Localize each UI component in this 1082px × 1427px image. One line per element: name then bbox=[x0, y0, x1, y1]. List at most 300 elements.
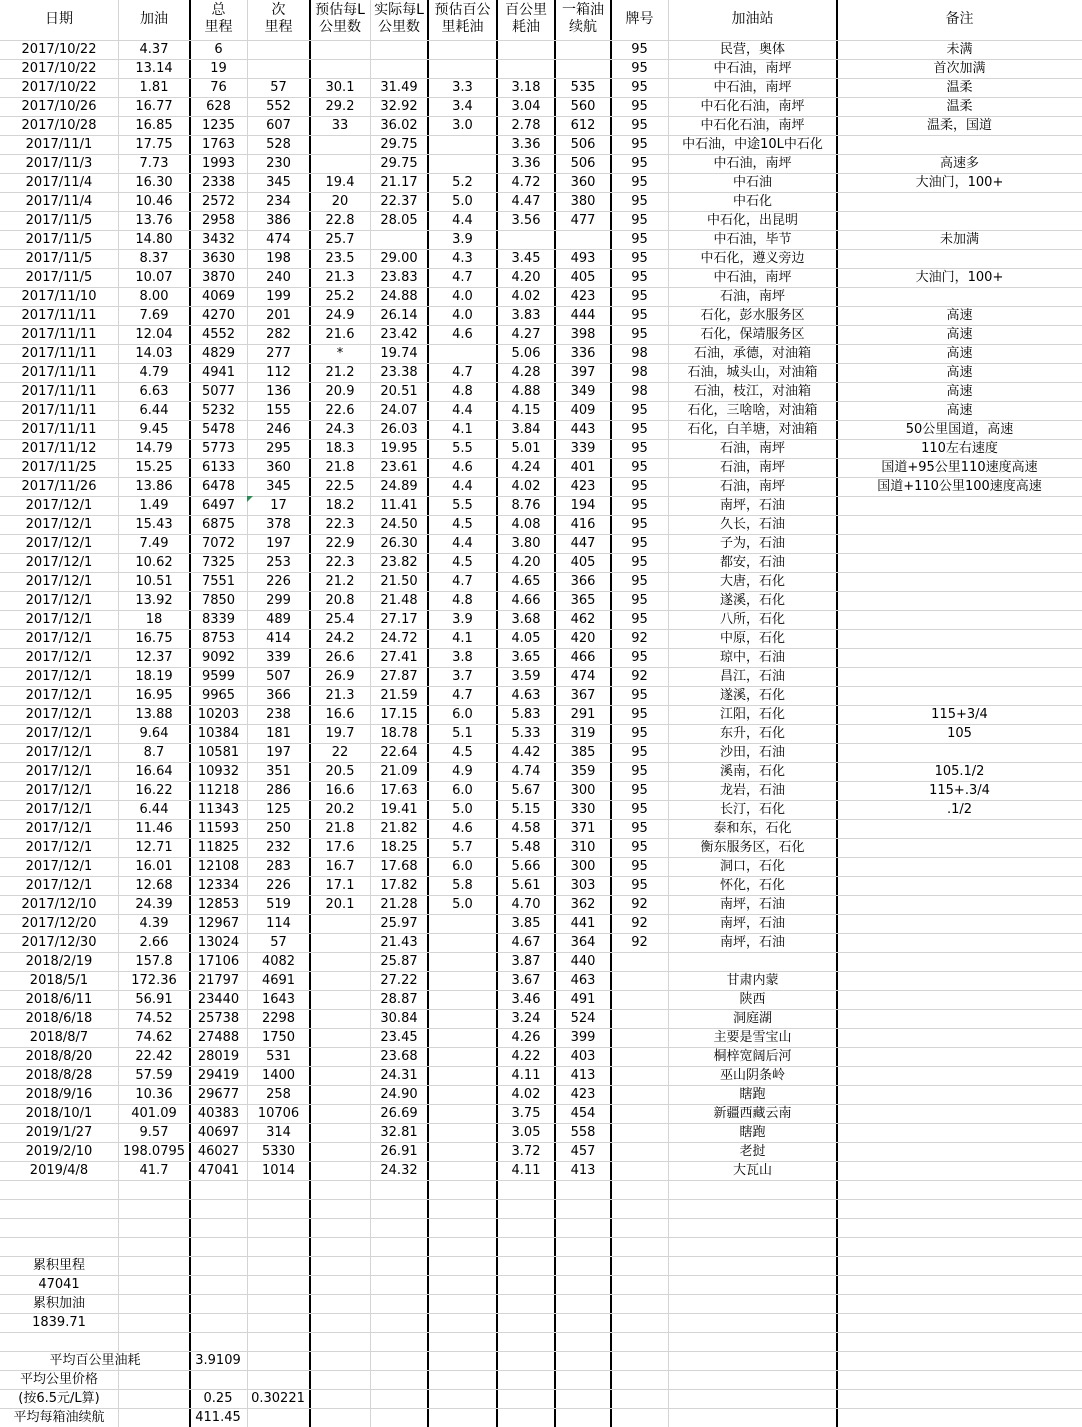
cell-trip-distance[interactable]: 366 bbox=[266, 688, 291, 703]
cell-l-per-100km[interactable]: 5.61 bbox=[511, 878, 541, 893]
cell-date[interactable]: 2017/12/1 bbox=[25, 821, 93, 836]
cell-fuel[interactable]: 1.49 bbox=[139, 498, 169, 513]
cell-fuel[interactable]: 10.07 bbox=[135, 270, 173, 285]
cell-l-per-100km[interactable]: 4.58 bbox=[511, 821, 541, 836]
cell-date[interactable]: 2018/5/1 bbox=[29, 973, 89, 988]
cell-notes[interactable] bbox=[837, 496, 1082, 515]
cell-trip-distance[interactable]: 253 bbox=[266, 555, 291, 570]
cell-tank-range[interactable]: 310 bbox=[570, 840, 596, 855]
cell-tank-range[interactable]: 371 bbox=[570, 821, 596, 836]
cell-trip-distance[interactable]: 1014 bbox=[261, 1163, 296, 1178]
cell-l-per-100km[interactable]: 5.33 bbox=[511, 726, 541, 741]
cell-date[interactable]: 2017/12/1 bbox=[25, 745, 93, 760]
cell-notes[interactable] bbox=[837, 591, 1082, 610]
cell-l-per-100km[interactable]: 4.11 bbox=[511, 1163, 541, 1178]
cell-l-per-100km[interactable]: 3.80 bbox=[511, 536, 541, 551]
cell-est-km-per-l[interactable] bbox=[310, 971, 370, 990]
cell-tank-range[interactable]: 303 bbox=[570, 878, 596, 893]
cell-total-distance[interactable]: 6133 bbox=[201, 460, 236, 475]
cell-station[interactable]: 老挝 bbox=[739, 1144, 766, 1159]
cell-fuel[interactable]: 6.44 bbox=[139, 403, 169, 418]
cell-fuel-grade[interactable]: 95 bbox=[631, 688, 648, 703]
cell-trip-distance[interactable]: 314 bbox=[266, 1125, 291, 1140]
cell-fuel-grade[interactable] bbox=[611, 1047, 668, 1066]
cell-trip-distance[interactable]: 519 bbox=[266, 897, 291, 912]
avg-price-value[interactable]: 0.25 bbox=[203, 1391, 233, 1406]
cell-actual-km-per-l[interactable]: 21.82 bbox=[380, 821, 418, 836]
cell-total-distance[interactable]: 10581 bbox=[197, 745, 240, 760]
cell-tank-range[interactable]: 443 bbox=[570, 422, 596, 437]
cell-trip-distance[interactable]: 345 bbox=[266, 175, 291, 190]
cell-fuel[interactable]: 1.81 bbox=[139, 80, 169, 95]
cell-date[interactable]: 2017/12/10 bbox=[21, 897, 97, 912]
cell-station[interactable]: 中石化，出昆明 bbox=[706, 213, 798, 228]
cell-station[interactable]: 东升，石化 bbox=[719, 726, 785, 741]
cell-fuel[interactable]: 13.88 bbox=[135, 707, 173, 722]
cell-tank-range[interactable]: 360 bbox=[570, 175, 596, 190]
cell-station[interactable]: 石油，枝江，对油箱 bbox=[693, 384, 811, 399]
cell-est-km-per-l[interactable]: 21.3 bbox=[325, 270, 355, 285]
cell-actual-km-per-l[interactable]: 27.17 bbox=[380, 612, 418, 627]
cell-fuel-grade[interactable]: 95 bbox=[631, 251, 648, 266]
cell-total-distance[interactable]: 11825 bbox=[197, 840, 240, 855]
cell-notes[interactable]: 105 bbox=[947, 726, 972, 741]
cell-tank-range[interactable]: 380 bbox=[570, 194, 596, 209]
cell-date[interactable]: 2017/10/22 bbox=[21, 42, 97, 57]
cell-fuel-grade[interactable]: 98 bbox=[631, 365, 648, 380]
cell-l-per-100km[interactable]: 4.20 bbox=[511, 270, 541, 285]
cell-notes[interactable] bbox=[837, 857, 1082, 876]
cell-date[interactable]: 2017/12/1 bbox=[25, 764, 93, 779]
cell-l-per-100km[interactable]: 3.87 bbox=[511, 954, 541, 969]
cell-date[interactable]: 2018/9/16 bbox=[25, 1087, 93, 1102]
cell-station[interactable]: 怀化，石化 bbox=[719, 878, 785, 893]
cell-trip-distance[interactable]: 4691 bbox=[261, 973, 296, 988]
cell-notes[interactable]: 温柔 bbox=[946, 99, 973, 114]
cell-total-distance[interactable]: 46027 bbox=[197, 1144, 240, 1159]
cell-est-km-per-l[interactable]: * bbox=[336, 346, 344, 361]
cell-notes[interactable]: 110左右速度 bbox=[921, 441, 998, 456]
cell-fuel-grade[interactable]: 95 bbox=[631, 536, 648, 551]
cell-est-l-per-100km[interactable] bbox=[428, 1142, 497, 1161]
cell-station[interactable]: 南坪，石油 bbox=[719, 498, 785, 513]
cell-station[interactable]: 南坪，石油 bbox=[719, 897, 785, 912]
cell-actual-km-per-l[interactable]: 21.59 bbox=[380, 688, 418, 703]
cell-total-distance[interactable]: 11343 bbox=[197, 802, 240, 817]
cell-est-l-per-100km[interactable]: 4.1 bbox=[452, 422, 473, 437]
cell-tank-range[interactable]: 506 bbox=[570, 137, 596, 152]
cell-station[interactable]: 中原，石化 bbox=[719, 631, 785, 646]
cell-est-km-per-l[interactable]: 21.3 bbox=[325, 688, 355, 703]
cell-est-l-per-100km[interactable]: 4.7 bbox=[452, 688, 473, 703]
cell-date[interactable]: 2018/8/20 bbox=[25, 1049, 93, 1064]
cell-tank-range[interactable]: 454 bbox=[570, 1106, 596, 1121]
cell-l-per-100km[interactable]: 4.02 bbox=[511, 289, 541, 304]
cell-tank-range[interactable]: 336 bbox=[570, 346, 596, 361]
header-l-per-100km[interactable] bbox=[497, 0, 555, 38]
cell-l-per-100km[interactable] bbox=[497, 40, 555, 59]
cell-trip-distance[interactable]: 531 bbox=[266, 1049, 291, 1064]
cell-notes[interactable] bbox=[837, 990, 1082, 1009]
cell-fuel[interactable]: 16.01 bbox=[135, 859, 173, 874]
cell-fuel[interactable]: 7.69 bbox=[139, 308, 169, 323]
cell-l-per-100km[interactable]: 4.63 bbox=[511, 688, 541, 703]
cell-trip-distance[interactable]: 112 bbox=[266, 365, 291, 380]
cell-fuel-grade[interactable]: 95 bbox=[631, 213, 648, 228]
cell-total-distance[interactable]: 29677 bbox=[197, 1087, 240, 1102]
cell-actual-km-per-l[interactable]: 21.48 bbox=[380, 593, 418, 608]
cell-est-km-per-l[interactable] bbox=[310, 154, 370, 173]
cell-l-per-100km[interactable]: 3.45 bbox=[511, 251, 541, 266]
cell-est-l-per-100km[interactable] bbox=[428, 952, 497, 971]
header-tank-range[interactable] bbox=[555, 0, 611, 38]
cell-date[interactable]: 2017/10/22 bbox=[21, 80, 97, 95]
cell-est-km-per-l[interactable] bbox=[310, 1009, 370, 1028]
cell-trip-distance[interactable]: 17 bbox=[270, 498, 287, 513]
cell-est-km-per-l[interactable]: 25.4 bbox=[325, 612, 355, 627]
cell-total-distance[interactable]: 11218 bbox=[197, 783, 240, 798]
cell-notes[interactable] bbox=[837, 952, 1082, 971]
cell-est-km-per-l[interactable]: 25.2 bbox=[325, 289, 355, 304]
cell-fuel[interactable]: 8.7 bbox=[143, 745, 165, 760]
cell-fuel-grade[interactable]: 95 bbox=[631, 783, 648, 798]
cell-est-l-per-100km[interactable] bbox=[428, 990, 497, 1009]
cell-fuel[interactable]: 16.64 bbox=[135, 764, 173, 779]
cell-fuel-grade[interactable]: 95 bbox=[631, 403, 648, 418]
cell-est-km-per-l[interactable] bbox=[310, 1047, 370, 1066]
cell-fuel[interactable]: 172.36 bbox=[131, 973, 177, 988]
cell-actual-km-per-l[interactable]: 23.83 bbox=[380, 270, 418, 285]
cell-est-km-per-l[interactable]: 16.6 bbox=[325, 707, 355, 722]
cell-actual-km-per-l[interactable]: 32.81 bbox=[380, 1125, 418, 1140]
cell-trip-distance[interactable]: 339 bbox=[266, 650, 291, 665]
cell-tank-range[interactable]: 405 bbox=[570, 555, 596, 570]
cell-trip-distance[interactable]: 414 bbox=[266, 631, 291, 646]
cell-station[interactable]: 主要是雪宝山 bbox=[713, 1030, 792, 1045]
cell-actual-km-per-l[interactable] bbox=[370, 40, 428, 59]
cell-est-l-per-100km[interactable]: 4.3 bbox=[452, 251, 473, 266]
cell-notes[interactable] bbox=[837, 610, 1082, 629]
cell-fuel-grade[interactable]: 92 bbox=[631, 631, 648, 646]
cell-notes[interactable] bbox=[837, 135, 1082, 154]
cell-date[interactable]: 2017/11/10 bbox=[21, 289, 97, 304]
cell-actual-km-per-l[interactable]: 24.32 bbox=[380, 1163, 418, 1178]
cell-trip-distance[interactable]: 4082 bbox=[261, 954, 296, 969]
cell-actual-km-per-l[interactable]: 21.09 bbox=[380, 764, 418, 779]
cell-actual-km-per-l[interactable]: 23.82 bbox=[380, 555, 418, 570]
cell-trip-distance[interactable]: 57 bbox=[270, 935, 287, 950]
cell-fuel[interactable]: 10.51 bbox=[135, 574, 173, 589]
cell-tank-range[interactable]: 409 bbox=[570, 403, 596, 418]
cell-date[interactable]: 2017/12/1 bbox=[25, 574, 93, 589]
cell-trip-distance[interactable]: 232 bbox=[266, 840, 291, 855]
cell-tank-range[interactable]: 444 bbox=[570, 308, 596, 323]
cell-l-per-100km[interactable]: 5.67 bbox=[511, 783, 541, 798]
cell-l-per-100km[interactable]: 8.76 bbox=[511, 498, 541, 513]
cell-fuel-grade[interactable]: 95 bbox=[631, 156, 648, 171]
cell-fuel-grade[interactable] bbox=[611, 1066, 668, 1085]
cell-trip-distance[interactable]: 552 bbox=[266, 99, 291, 114]
cell-trip-distance[interactable]: 286 bbox=[266, 783, 291, 798]
cell-date[interactable]: 2017/12/30 bbox=[21, 935, 97, 950]
cell-total-distance[interactable]: 4552 bbox=[201, 327, 236, 342]
cell-fuel[interactable]: 9.64 bbox=[139, 726, 169, 741]
cell-trip-distance[interactable]: 1400 bbox=[261, 1068, 296, 1083]
cell-fuel[interactable]: 13.14 bbox=[135, 61, 173, 76]
cell-fuel-grade[interactable]: 92 bbox=[631, 669, 648, 684]
cell-est-l-per-100km[interactable] bbox=[428, 1161, 497, 1180]
cell-trip-distance[interactable]: 250 bbox=[266, 821, 291, 836]
cell-l-per-100km[interactable]: 4.28 bbox=[511, 365, 541, 380]
cell-est-l-per-100km[interactable]: 4.7 bbox=[452, 270, 473, 285]
cell-fuel-grade[interactable]: 95 bbox=[631, 460, 648, 475]
cell-tank-range[interactable]: 416 bbox=[570, 517, 596, 532]
cell-notes[interactable] bbox=[837, 249, 1082, 268]
cell-notes[interactable]: .1/2 bbox=[946, 802, 973, 817]
cell-total-distance[interactable]: 9092 bbox=[201, 650, 236, 665]
cell-total-distance[interactable]: 28019 bbox=[197, 1049, 240, 1064]
cell-l-per-100km[interactable]: 4.02 bbox=[511, 479, 541, 494]
cell-trip-distance[interactable]: 226 bbox=[266, 878, 291, 893]
cell-est-km-per-l[interactable]: 22.9 bbox=[325, 536, 355, 551]
cell-fuel-grade[interactable]: 95 bbox=[631, 517, 648, 532]
cell-actual-km-per-l[interactable]: 22.64 bbox=[380, 745, 418, 760]
cell-date[interactable]: 2017/11/11 bbox=[21, 327, 97, 342]
cell-l-per-100km[interactable]: 4.15 bbox=[511, 403, 541, 418]
cell-trip-distance[interactable]: 201 bbox=[266, 308, 291, 323]
cell-total-distance[interactable]: 1993 bbox=[201, 156, 236, 171]
cell-fuel[interactable]: 9.45 bbox=[139, 422, 169, 437]
cell-trip-distance[interactable]: 57 bbox=[270, 80, 287, 95]
header-date[interactable] bbox=[0, 0, 118, 38]
cell-est-l-per-100km[interactable]: 3.0 bbox=[452, 118, 473, 133]
cell-station[interactable]: 新疆西藏云南 bbox=[713, 1106, 792, 1121]
cell-total-distance[interactable]: 21797 bbox=[197, 973, 240, 988]
cell-station[interactable]: 中石油，南坪 bbox=[713, 270, 792, 285]
cell-est-l-per-100km[interactable]: 4.7 bbox=[452, 365, 473, 380]
cell-station[interactable]: 石化，三啥啥，对油箱 bbox=[687, 403, 818, 418]
cell-est-l-per-100km[interactable]: 4.8 bbox=[452, 593, 473, 608]
cell-est-km-per-l[interactable]: 26.9 bbox=[325, 669, 355, 684]
cell-est-l-per-100km[interactable] bbox=[428, 1028, 497, 1047]
cell-fuel-grade[interactable]: 95 bbox=[631, 612, 648, 627]
cell-notes[interactable]: 温柔，国道 bbox=[926, 118, 992, 133]
cell-total-distance[interactable]: 3630 bbox=[201, 251, 236, 266]
cell-notes[interactable]: 高速 bbox=[946, 365, 973, 380]
cell-total-distance[interactable]: 6875 bbox=[201, 517, 236, 532]
cell-est-l-per-100km[interactable]: 5.0 bbox=[452, 194, 473, 209]
cell-l-per-100km[interactable]: 5.83 bbox=[511, 707, 541, 722]
cell-est-l-per-100km[interactable]: 6.0 bbox=[452, 859, 473, 874]
cell-total-distance[interactable]: 76 bbox=[210, 80, 227, 95]
cell-total-distance[interactable]: 4829 bbox=[201, 346, 236, 361]
cell-trip-distance[interactable]: 199 bbox=[266, 289, 291, 304]
cell-actual-km-per-l[interactable]: 26.03 bbox=[380, 422, 418, 437]
cell-l-per-100km[interactable]: 3.68 bbox=[511, 612, 541, 627]
cell-station[interactable]: 溪南，石化 bbox=[719, 764, 785, 779]
cell-fuel[interactable]: 401.09 bbox=[131, 1106, 177, 1121]
cell-fuel[interactable]: 4.39 bbox=[139, 916, 169, 931]
cell-total-distance[interactable]: 2338 bbox=[201, 175, 236, 190]
cell-station[interactable]: 洞庭湖 bbox=[732, 1011, 772, 1026]
cell-l-per-100km[interactable]: 3.72 bbox=[511, 1144, 541, 1159]
cell-est-km-per-l[interactable]: 16.7 bbox=[325, 859, 355, 874]
cell-station[interactable]: 中石油，南坪 bbox=[713, 80, 792, 95]
cell-fuel[interactable]: 74.52 bbox=[135, 1011, 173, 1026]
cell-fuel-grade[interactable] bbox=[611, 1142, 668, 1161]
header-station[interactable] bbox=[668, 0, 837, 38]
cell-station[interactable]: 中石化石油，南坪 bbox=[700, 118, 805, 133]
cell-est-km-per-l[interactable] bbox=[310, 135, 370, 154]
cell-est-km-per-l[interactable] bbox=[310, 1066, 370, 1085]
cell-fuel[interactable]: 17.75 bbox=[135, 137, 173, 152]
cell-trip-distance[interactable]: 10706 bbox=[257, 1106, 300, 1121]
cell-notes[interactable] bbox=[837, 838, 1082, 857]
cell-date[interactable]: 2018/6/11 bbox=[25, 992, 93, 1007]
cell-actual-km-per-l[interactable]: 23.68 bbox=[380, 1049, 418, 1064]
cell-date[interactable]: 2017/11/11 bbox=[21, 365, 97, 380]
cell-trip-distance[interactable]: 258 bbox=[266, 1087, 291, 1102]
cell-l-per-100km[interactable]: 4.67 bbox=[511, 935, 541, 950]
cell-fuel[interactable]: 74.62 bbox=[135, 1030, 173, 1045]
cell-actual-km-per-l[interactable]: 29.75 bbox=[380, 156, 418, 171]
cell-date[interactable]: 2018/10/1 bbox=[25, 1106, 93, 1121]
cell-fuel[interactable]: 13.76 bbox=[135, 213, 173, 228]
cell-fuel[interactable]: 12.04 bbox=[135, 327, 173, 342]
cell-l-per-100km[interactable]: 3.36 bbox=[511, 137, 541, 152]
cell-fuel[interactable]: 15.43 bbox=[135, 517, 173, 532]
cell-fuel-grade[interactable]: 95 bbox=[631, 42, 648, 57]
cell-trip-distance[interactable]: 226 bbox=[266, 574, 291, 589]
cell-l-per-100km[interactable]: 4.24 bbox=[511, 460, 541, 475]
cell-fuel-grade[interactable]: 92 bbox=[631, 916, 648, 931]
cell-date[interactable]: 2017/11/3 bbox=[25, 156, 93, 171]
cell-date[interactable]: 2017/12/1 bbox=[25, 650, 93, 665]
cell-fuel-grade[interactable]: 95 bbox=[631, 61, 648, 76]
cell-est-km-per-l[interactable] bbox=[310, 40, 370, 59]
cell-date[interactable]: 2017/11/5 bbox=[25, 270, 93, 285]
cell-notes[interactable]: 高速 bbox=[946, 327, 973, 342]
cell-est-km-per-l[interactable] bbox=[310, 1028, 370, 1047]
cell-est-l-per-100km[interactable] bbox=[428, 40, 497, 59]
cell-station[interactable]: 石化，白羊塘，对油箱 bbox=[687, 422, 818, 437]
cell-actual-km-per-l[interactable]: 11.41 bbox=[380, 498, 418, 513]
cell-station[interactable]: 民营，奥体 bbox=[719, 42, 785, 57]
cell-est-l-per-100km[interactable]: 4.9 bbox=[452, 764, 473, 779]
cell-fuel[interactable]: 18 bbox=[145, 612, 163, 627]
cell-actual-km-per-l[interactable]: 18.25 bbox=[380, 840, 418, 855]
cell-l-per-100km[interactable]: 3.24 bbox=[511, 1011, 541, 1026]
cell-est-l-per-100km[interactable]: 4.4 bbox=[452, 536, 473, 551]
cell-total-distance[interactable]: 4941 bbox=[201, 365, 236, 380]
cell-l-per-100km[interactable]: 3.05 bbox=[511, 1125, 541, 1140]
cell-tank-range[interactable]: 398 bbox=[570, 327, 596, 342]
cell-tank-range[interactable]: 491 bbox=[570, 992, 596, 1007]
cell-fuel[interactable]: 10.62 bbox=[135, 555, 173, 570]
cell-total-distance[interactable]: 27488 bbox=[197, 1030, 240, 1045]
cell-trip-distance[interactable]: 136 bbox=[266, 384, 291, 399]
cell-notes[interactable] bbox=[837, 667, 1082, 686]
cell-l-per-100km[interactable]: 5.48 bbox=[511, 840, 541, 855]
cell-trip-distance[interactable]: 2298 bbox=[261, 1011, 296, 1026]
cell-l-per-100km[interactable]: 4.88 bbox=[511, 384, 541, 399]
cell-station[interactable]: 南坪，石油 bbox=[719, 935, 785, 950]
cell-date[interactable]: 2017/11/11 bbox=[21, 308, 97, 323]
cell-station[interactable]: 石油，南坪 bbox=[719, 460, 785, 475]
cell-est-km-per-l[interactable]: 22.8 bbox=[325, 213, 355, 228]
cell-est-l-per-100km[interactable]: 3.8 bbox=[452, 650, 473, 665]
cell-fuel-grade[interactable]: 95 bbox=[631, 764, 648, 779]
cell-total-distance[interactable]: 3432 bbox=[201, 232, 236, 247]
cell-fuel-grade[interactable]: 95 bbox=[631, 80, 648, 95]
cell-station[interactable]: 石化，彭水服务区 bbox=[700, 308, 805, 323]
cell-tank-range[interactable]: 401 bbox=[570, 460, 596, 475]
cell-fuel[interactable]: 16.22 bbox=[135, 783, 173, 798]
cell-total-distance[interactable]: 7072 bbox=[201, 536, 236, 551]
cell-date[interactable]: 2017/11/5 bbox=[25, 251, 93, 266]
cell-fuel-grade[interactable]: 95 bbox=[631, 308, 648, 323]
cell-tank-range[interactable]: 506 bbox=[570, 156, 596, 171]
total-distance-value[interactable]: 47041 bbox=[38, 1277, 80, 1292]
cell-notes[interactable] bbox=[837, 971, 1082, 990]
cell-actual-km-per-l[interactable]: 17.15 bbox=[380, 707, 418, 722]
cell-notes[interactable] bbox=[837, 1028, 1082, 1047]
cell-actual-km-per-l[interactable]: 17.63 bbox=[380, 783, 418, 798]
cell-tank-range[interactable] bbox=[555, 59, 611, 78]
cell-est-km-per-l[interactable]: 21.2 bbox=[325, 574, 355, 589]
cell-total-distance[interactable]: 1235 bbox=[201, 118, 236, 133]
cell-tank-range[interactable]: 612 bbox=[570, 118, 596, 133]
cell-fuel[interactable]: 16.30 bbox=[135, 175, 173, 190]
cell-notes[interactable]: 大油门，100+ bbox=[915, 270, 1004, 285]
cell-actual-km-per-l[interactable]: 24.72 bbox=[380, 631, 418, 646]
cell-tank-range[interactable]: 423 bbox=[570, 289, 596, 304]
cell-est-l-per-100km[interactable]: 5.2 bbox=[452, 175, 473, 190]
cell-tank-range[interactable]: 319 bbox=[570, 726, 596, 741]
cell-actual-km-per-l[interactable]: 24.89 bbox=[380, 479, 418, 494]
cell-l-per-100km[interactable]: 3.04 bbox=[511, 99, 541, 114]
cell-trip-distance[interactable]: 5330 bbox=[261, 1144, 296, 1159]
cell-tank-range[interactable]: 194 bbox=[570, 498, 596, 513]
cell-tank-range[interactable]: 300 bbox=[570, 859, 596, 874]
cell-fuel[interactable]: 157.8 bbox=[135, 954, 173, 969]
cell-trip-distance[interactable]: 299 bbox=[266, 593, 291, 608]
cell-date[interactable]: 2017/12/1 bbox=[25, 802, 93, 817]
cell-station[interactable]: 甘肃内蒙 bbox=[726, 973, 779, 988]
cell-est-km-per-l[interactable]: 24.9 bbox=[325, 308, 355, 323]
cell-total-distance[interactable]: 9599 bbox=[201, 669, 236, 684]
cell-station[interactable]: 中石化 bbox=[732, 194, 772, 209]
cell-notes[interactable] bbox=[837, 287, 1082, 306]
cell-actual-km-per-l[interactable]: 29.00 bbox=[380, 251, 418, 266]
cell-station[interactable]: 巫山阴条岭 bbox=[719, 1068, 785, 1083]
cell-est-l-per-100km[interactable]: 3.4 bbox=[452, 99, 473, 114]
cell-total-distance[interactable]: 12853 bbox=[197, 897, 240, 912]
cell-est-km-per-l[interactable] bbox=[310, 1142, 370, 1161]
cell-notes[interactable] bbox=[837, 211, 1082, 230]
cell-est-l-per-100km[interactable]: 4.4 bbox=[452, 479, 473, 494]
cell-trip-distance[interactable]: 282 bbox=[266, 327, 291, 342]
cell-est-km-per-l[interactable]: 22.5 bbox=[325, 479, 355, 494]
cell-date[interactable]: 2017/12/1 bbox=[25, 593, 93, 608]
cell-est-km-per-l[interactable]: 21.2 bbox=[325, 365, 355, 380]
cell-date[interactable]: 2017/12/1 bbox=[25, 669, 93, 684]
cell-station[interactable] bbox=[668, 952, 837, 971]
cell-fuel[interactable]: 12.37 bbox=[135, 650, 173, 665]
cell-total-distance[interactable]: 10384 bbox=[197, 726, 240, 741]
cell-notes[interactable]: 高速 bbox=[946, 384, 973, 399]
cell-fuel[interactable]: 7.49 bbox=[139, 536, 169, 551]
